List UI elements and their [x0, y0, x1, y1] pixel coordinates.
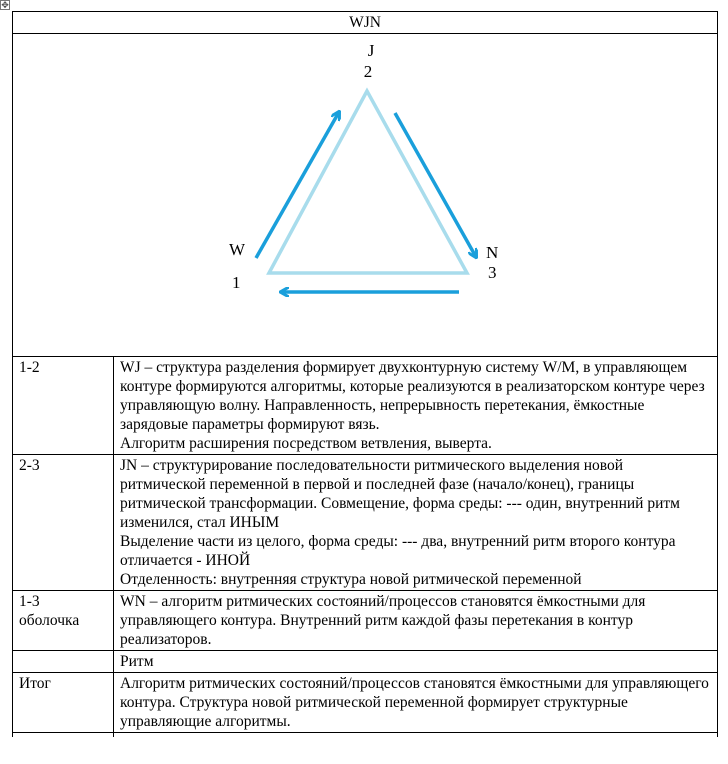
title-row	[13, 12, 718, 34]
vertex-number-3: 3	[488, 263, 497, 282]
vertex-label-j: J	[367, 41, 375, 60]
row-paragraph: WN – алгоритм ритмических состояний/процессов становятся ёмкостными для управляющего контура. Внутренний ритм каждой фазы перетекания в контур реализаторов.	[120, 593, 646, 648]
row-text	[114, 357, 718, 455]
row-label: 2-3	[13, 455, 114, 591]
arrow-2-to-3	[395, 113, 476, 257]
vertex-number-2: 2	[363, 62, 373, 81]
row-paragraph: Ритм	[120, 653, 154, 670]
arrow-1-to-2	[256, 112, 339, 258]
row-paragraph: Алгоритм расширения посредством ветвления, выверта.	[120, 435, 492, 452]
empty-cell	[13, 733, 114, 738]
table-row	[13, 591, 718, 651]
diagram-cell	[13, 34, 718, 357]
wjn-table	[12, 11, 718, 737]
row-label	[13, 651, 114, 673]
vertex-label-n: N	[486, 243, 499, 262]
row-text	[114, 651, 718, 673]
row-sublabel: оболочка	[19, 612, 80, 629]
empty-table-row	[13, 733, 718, 738]
row-label: 1-3 оболочка	[13, 591, 114, 651]
vertex-number-1: 1	[232, 273, 241, 292]
vertex-label-w: W	[229, 240, 246, 259]
row-text	[114, 673, 718, 733]
row-label: Итог	[13, 673, 114, 733]
row-paragraph: JN – структурирование последовательности ритмического выделения новой ритмической переменной в первой и последней фазе (начало/конец), границы ритмической трансформации. Совмещение, форма среды: --- один, внутренний ритм изменился, стал ИНЫМ	[120, 457, 680, 531]
table-row	[13, 673, 718, 733]
row-paragraph: WJ – структура разделения формирует двухконтурную систему W/M, в управляющем контуре формируются алгоритмы, которые реализуются в реализаторском контуре через управляющую волну. Направленность, непрерывность перетекания, ёмкостные зарядовые параметры формируют вязь.	[120, 359, 705, 433]
table-row	[13, 357, 718, 455]
row-label: 1-2	[13, 357, 114, 455]
triangle-diagram	[19, 35, 723, 355]
diagram-row	[13, 34, 718, 357]
table-row	[13, 455, 718, 591]
row-text	[114, 591, 718, 651]
table-title: WJN	[13, 12, 718, 34]
row-paragraph: Выделение части из целого, форма среды: --- два, внутренний ритм второго контура отличается - ИНОЙ	[120, 533, 676, 569]
table-row	[13, 651, 718, 673]
empty-cell	[114, 733, 718, 738]
row-text	[114, 455, 718, 591]
row-paragraph: Алгоритм ритмических состояний/процессов становятся ёмкостными для управляющего контура. Структура новой ритмической переменной формирует структурные управляющие алгоритмы.	[120, 675, 709, 730]
row-paragraph: Отделенность: внутренняя структура новой ритмической переменной	[120, 571, 582, 588]
table-move-handle[interactable]: ✥	[1, 1, 9, 11]
